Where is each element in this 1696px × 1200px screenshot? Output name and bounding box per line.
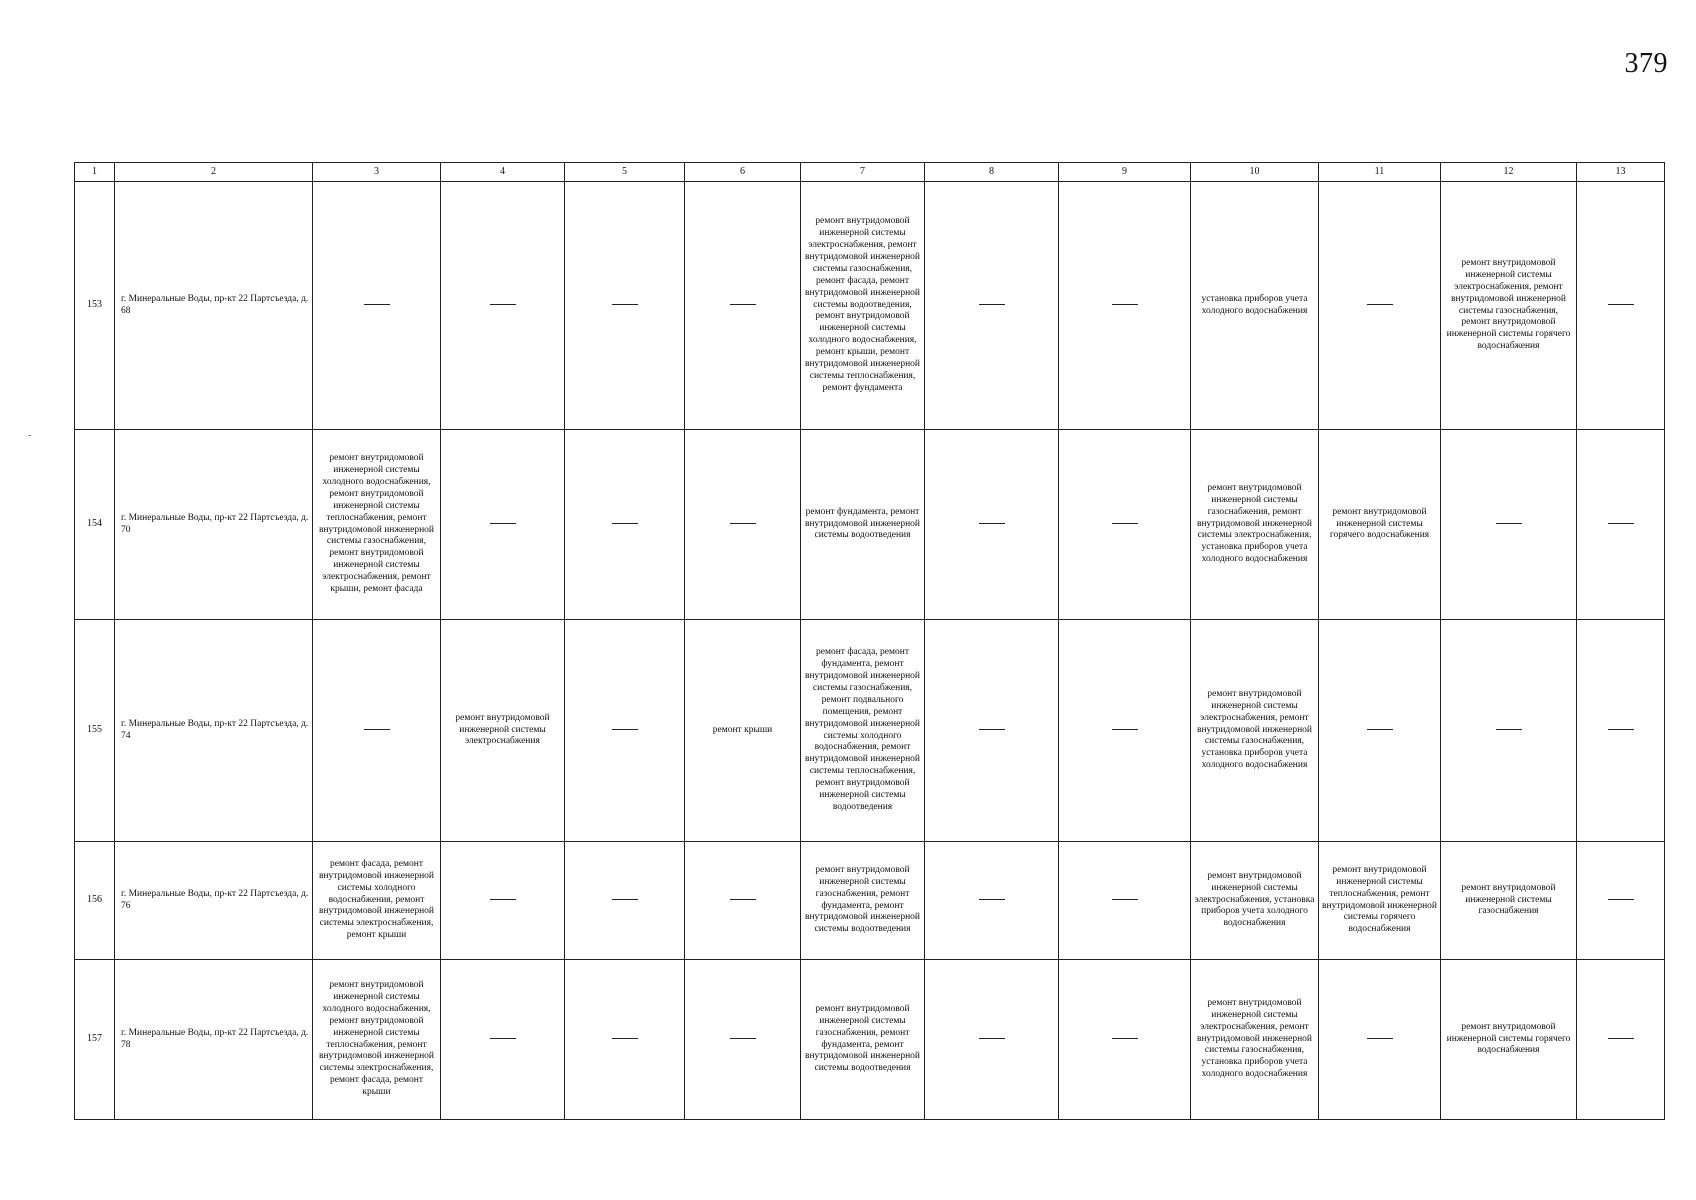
empty-cell-col-9: [1059, 960, 1191, 1120]
work-cell-col-11: ремонт внутридомовой инженерной системы теплоснабжения, ремонт внутридомовой инженерной системы горячего водоснабжения: [1319, 842, 1441, 960]
work-cell-col-7: ремонт внутридомовой инженерной системы газоснабжения, ремонт фундамента, ремонт внутридомовой инженерной системы водоотведения: [801, 842, 925, 960]
column-header-6: 6: [685, 163, 801, 182]
empty-cell-col-13: [1577, 182, 1665, 430]
dash-mark: [612, 1038, 638, 1039]
empty-cell-col-6: [685, 960, 801, 1120]
column-header-2: 2: [115, 163, 313, 182]
empty-cell-col-5: [565, 620, 685, 842]
table-row: [75, 960, 1665, 1120]
dash-mark: [364, 304, 390, 305]
dash-mark: [979, 304, 1005, 305]
empty-cell-col-12: [1441, 430, 1577, 620]
work-cell-col-10: ремонт внутридомовой инженерной системы газоснабжения, ремонт внутридомовой инженерной системы электроснабжения, установка приборов учета холодного водоснабжения: [1191, 430, 1319, 620]
work-cell-col-6: ремонт крыши: [685, 620, 801, 842]
work-cell-col-4: ремонт внутридомовой инженерной системы электроснабжения: [441, 620, 565, 842]
empty-cell-col-8: [925, 182, 1059, 430]
dash-mark: [979, 729, 1005, 730]
dash-mark: [1112, 304, 1138, 305]
empty-cell-col-9: [1059, 842, 1191, 960]
dash-mark: [612, 899, 638, 900]
row-number: 153: [75, 182, 115, 430]
dash-mark: [1608, 304, 1634, 305]
empty-cell-col-4: [441, 182, 565, 430]
dash-mark: [1367, 1038, 1393, 1039]
work-cell-col-12: ремонт внутридомовой инженерной системы электроснабжения, ремонт внутридомовой инженерной системы газоснабжения, ремонт внутридомовой инженерной системы горячего водоснабжения: [1441, 182, 1577, 430]
empty-cell-col-5: [565, 430, 685, 620]
work-cell-col-10: ремонт внутридомовой инженерной системы электроснабжения, ремонт внутридомовой инженерной системы газоснабжения, установка приборов учета холодного водоснабжения: [1191, 960, 1319, 1120]
empty-cell-col-11: [1319, 960, 1441, 1120]
empty-cell-col-4: [441, 842, 565, 960]
work-cell-col-3: ремонт внутридомовой инженерной системы холодного водоснабжения, ремонт внутридомовой инженерной системы теплоснабжения, ремонт внутридомовой инженерной системы электроснабжения, ремонт фасада, ремонт крыши: [313, 960, 441, 1120]
dash-mark: [730, 1038, 756, 1039]
empty-cell-col-5: [565, 960, 685, 1120]
row-number: 155: [75, 620, 115, 842]
work-cell-col-12: ремонт внутридомовой инженерной системы газоснабжения: [1441, 842, 1577, 960]
dash-mark: [490, 899, 516, 900]
work-cell-col-10: ремонт внутридомовой инженерной системы электроснабжения, ремонт внутридомовой инженерной системы газоснабжения, установка приборов учета холодного водоснабжения: [1191, 620, 1319, 842]
table-row: [75, 182, 1665, 430]
repair-schedule-table: [74, 162, 1665, 1120]
work-cell-col-11: ремонт внутридомовой инженерной системы горячего водоснабжения: [1319, 430, 1441, 620]
dash-mark: [730, 304, 756, 305]
dash-mark: [1608, 1038, 1634, 1039]
dash-mark: [1496, 523, 1522, 524]
dash-mark: [730, 899, 756, 900]
dash-mark: [979, 899, 1005, 900]
row-number: 156: [75, 842, 115, 960]
table-row: [75, 620, 1665, 842]
empty-cell-col-13: [1577, 960, 1665, 1120]
dash-mark: [1112, 899, 1138, 900]
table-row: [75, 430, 1665, 620]
address-cell: г. Минеральные Воды, пр-кт 22 Партсъезда, д. 76: [115, 842, 313, 960]
empty-cell-col-4: [441, 960, 565, 1120]
dash-mark: [979, 1038, 1005, 1039]
work-cell-col-7: ремонт внутридомовой инженерной системы газоснабжения, ремонт фундамента, ремонт внутридомовой инженерной системы водоотведения: [801, 960, 925, 1120]
dash-mark: [364, 729, 390, 730]
empty-cell-col-9: [1059, 430, 1191, 620]
empty-cell-col-13: [1577, 430, 1665, 620]
dash-mark: [730, 523, 756, 524]
row-number: 157: [75, 960, 115, 1120]
work-cell-col-3: ремонт фасада, ремонт внутридомовой инженерной системы холодного водоснабжения, ремонт внутридомовой инженерной системы электроснабжения, ремонт крыши: [313, 842, 441, 960]
column-header-5: 5: [565, 163, 685, 182]
column-header-1: 1: [75, 163, 115, 182]
empty-cell-col-11: [1319, 620, 1441, 842]
dash-mark: [1496, 729, 1522, 730]
column-header-9: 9: [1059, 163, 1191, 182]
address-cell: г. Минеральные Воды, пр-кт 22 Партсъезда, д. 68: [115, 182, 313, 430]
work-cell-col-7: ремонт фундамента, ремонт внутридомовой инженерной системы водоотведения: [801, 430, 925, 620]
empty-cell-col-8: [925, 430, 1059, 620]
work-cell-col-10: ремонт внутридомовой инженерной системы электроснабжения, установка приборов учета холодного водоснабжения: [1191, 842, 1319, 960]
margin-mark: -: [28, 430, 32, 441]
dash-mark: [1367, 304, 1393, 305]
empty-cell-col-9: [1059, 620, 1191, 842]
table-row: [75, 842, 1665, 960]
column-header-4: 4: [441, 163, 565, 182]
empty-cell-col-3: [313, 620, 441, 842]
column-header-12: 12: [1441, 163, 1577, 182]
empty-cell-col-6: [685, 430, 801, 620]
empty-cell-col-5: [565, 842, 685, 960]
table-body: [75, 182, 1665, 1120]
column-header-10: 10: [1191, 163, 1319, 182]
dash-mark: [612, 304, 638, 305]
empty-cell-col-12: [1441, 620, 1577, 842]
dash-mark: [490, 1038, 516, 1039]
empty-cell-col-13: [1577, 620, 1665, 842]
work-cell-col-12: ремонт внутридомовой инженерной системы горячего водоснабжения: [1441, 960, 1577, 1120]
dash-mark: [612, 729, 638, 730]
empty-cell-col-3: [313, 182, 441, 430]
column-header-3: 3: [313, 163, 441, 182]
empty-cell-col-8: [925, 620, 1059, 842]
dash-mark: [1608, 899, 1634, 900]
empty-cell-col-13: [1577, 842, 1665, 960]
dash-mark: [979, 523, 1005, 524]
column-header-13: 13: [1577, 163, 1665, 182]
empty-cell-col-8: [925, 842, 1059, 960]
empty-cell-col-5: [565, 182, 685, 430]
dash-mark: [1112, 729, 1138, 730]
dash-mark: [612, 523, 638, 524]
empty-cell-col-6: [685, 842, 801, 960]
dash-mark: [1608, 523, 1634, 524]
empty-cell-col-8: [925, 960, 1059, 1120]
empty-cell-col-6: [685, 182, 801, 430]
column-header-7: 7: [801, 163, 925, 182]
column-number-row: [75, 163, 1665, 182]
empty-cell-col-9: [1059, 182, 1191, 430]
column-header-8: 8: [925, 163, 1059, 182]
address-cell: г. Минеральные Воды, пр-кт 22 Партсъезда, д. 70: [115, 430, 313, 620]
address-cell: г. Минеральные Воды, пр-кт 22 Партсъезда, д. 78: [115, 960, 313, 1120]
dash-mark: [1608, 729, 1634, 730]
empty-cell-col-11: [1319, 182, 1441, 430]
address-cell: г. Минеральные Воды, пр-кт 22 Партсъезда, д. 74: [115, 620, 313, 842]
row-number: 154: [75, 430, 115, 620]
dash-mark: [490, 523, 516, 524]
work-cell-col-10: установка приборов учета холодного водоснабжения: [1191, 182, 1319, 430]
page-number: 379: [1624, 48, 1668, 79]
work-cell-col-7: ремонт фасада, ремонт фундамента, ремонт внутридомовой инженерной системы газоснабжения, ремонт подвального помещения, ремонт внутридомовой инженерной системы холодного водоснабжения, ремонт внутридомовой инженерной системы теплоснабжения, ремонт внутридомовой инженерной системы водоотведения: [801, 620, 925, 842]
empty-cell-col-4: [441, 430, 565, 620]
dash-mark: [490, 304, 516, 305]
work-cell-col-3: ремонт внутридомовой инженерной системы холодного водоснабжения, ремонт внутридомовой инженерной системы теплоснабжения, ремонт внутридомовой инженерной системы газоснабжения, ремонт внутридомовой инженерной системы электроснабжения, ремонт крыши, ремонт фасада: [313, 430, 441, 620]
dash-mark: [1112, 1038, 1138, 1039]
column-header-11: 11: [1319, 163, 1441, 182]
dash-mark: [1367, 729, 1393, 730]
work-cell-col-7: ремонт внутридомовой инженерной системы электроснабжения, ремонт внутридомовой инженерной системы газоснабжения, ремонт фасада, ремонт внутридомовой инженерной системы водоотведения, ремонт внутридомовой инженерной системы холодного водоснабжения, ремонт крыши, ремонт внутридомовой инженерной системы теплоснабжения, ремонт фундамента: [801, 182, 925, 430]
dash-mark: [1112, 523, 1138, 524]
